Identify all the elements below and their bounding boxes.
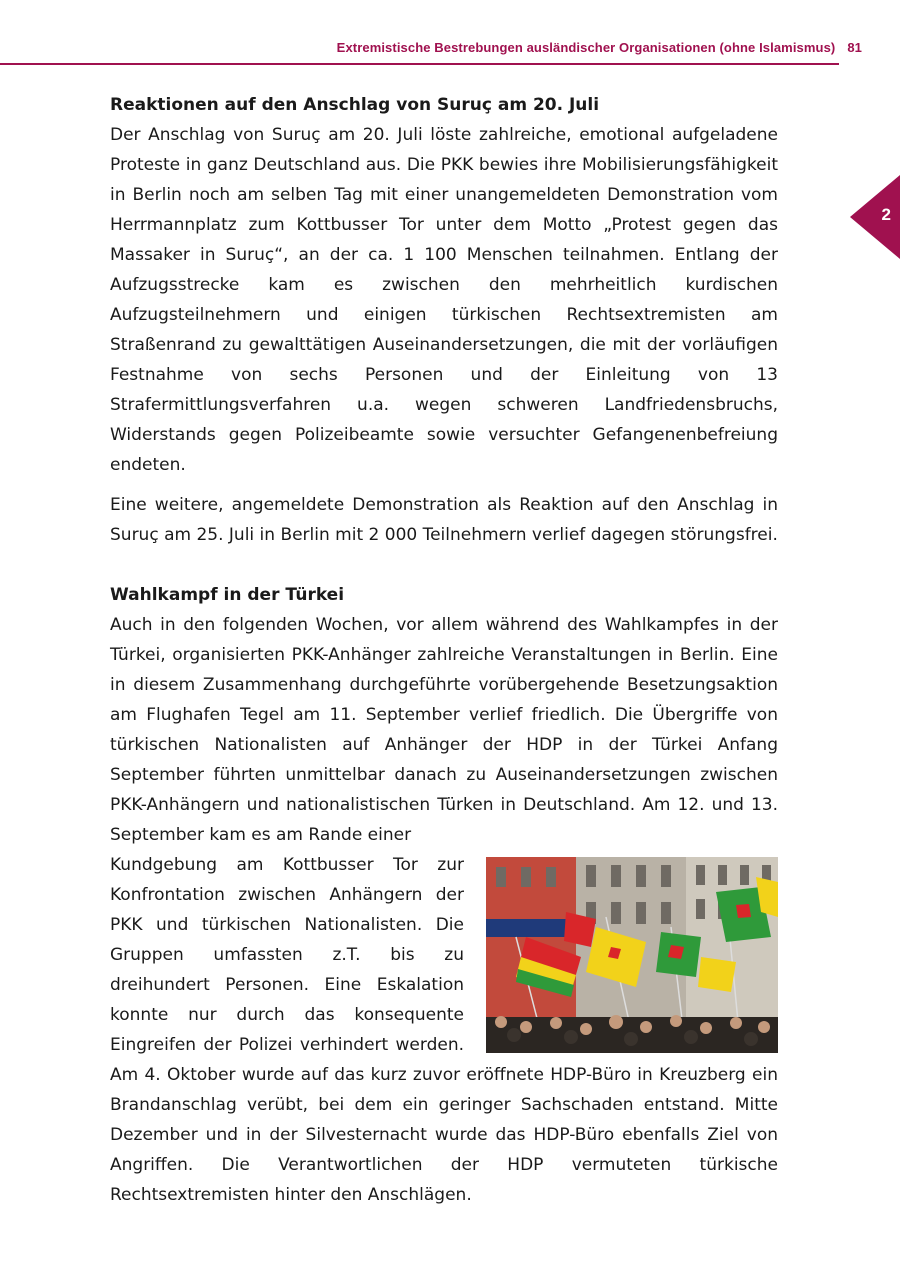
article-body bbox=[110, 90, 778, 1210]
header-rule bbox=[0, 63, 839, 65]
page-number: 81 bbox=[847, 40, 862, 55]
demonstration-photo bbox=[486, 857, 778, 1053]
paragraph-wahlkampf-2: Kundgebung am Kottbusser Tor zur Konfrontation zwischen Anhängern der PKK und türkischen Nationalisten. Die Gruppen umfassten z.T. bis zu dreihundert Personen. Eine Eskalation konnte nur durch das konsequente Eingreifen der Polizei verhindert werden. Am 4. Oktober wurde auf das kurz zuvor eröffnete HDP-Büro in Kreuzberg ein Brandanschlag verübt, bei dem ein geringer Sachschaden entstand. Mitte Dezember und in der Silvesternacht wurde das HDP-Büro ebenfalls Ziel von Angriffen. Die Verantwortlichen der HDP vermuteten türkische Rechtsextremisten hinter den Anschlägen. bbox=[110, 855, 778, 1205]
chapter-tab-label: 2 bbox=[881, 205, 891, 224]
running-header bbox=[0, 40, 862, 55]
section-heading-wahlkampf: Wahlkampf in der Türkei bbox=[110, 585, 345, 605]
paragraph-wahlkampf-1: Auch in den folgenden Wochen, vor allem während des Wahlkampfes in der Türkei, organisierten PKK-Anhänger zahlreiche Veranstaltungen in Berlin. Eine in diesem Zusammenhang durchgeführte vorübergehende Besetzungsaktion am Flughafen Tegel am 11. September verlief friedlich. Die Übergriffe von türkischen Nationalisten auf Anhänger der HDP in der Türkei Anfang September führten unmittelbar danach zu Auseinandersetzungen zwischen PKK-Anhängern und nationalistischen Türken in Deutschland. Am 12. und 13. September kam es am Rande einer bbox=[110, 615, 778, 845]
header-title: Extremistische Bestrebungen ausländischer Organisationen (ohne Islamismus) bbox=[336, 40, 836, 55]
demonstration-photo-icon bbox=[486, 857, 778, 1053]
section-heading-suruc: Reaktionen auf den Anschlag von Suruç am 20. Juli bbox=[110, 95, 600, 115]
paragraph-suruc-1: Der Anschlag von Suruç am 20. Juli löste zahlreiche, emotional aufgeladene Proteste in ganz Deutschland aus. Die PKK bewies ihre Mobilisierungsfähigkeit in Berlin noch am selben Tag mit einer unangemeldeten Demonstration vom Herrmannplatz zum Kottbusser Tor unter dem Motto „Protest gegen das Massaker in Suruç“, an der ca. 1 100 Menschen teilnahmen. Entlang der Aufzugsstrecke kam es zwischen den mehrheitlich kurdischen Aufzugsteilnehmern und einigen türkischen Rechtsextremisten am Straßenrand zu gewalttätigen Auseinandersetzungen, die mit der vorläufigen Festnahme von sechs Personen und der Einleitung von 13 Strafermittlungsverfahren u.a. wegen schweren Landfriedensbruchs, Widerstands gegen Polizeibeamte sowie versuchter Gefangenenbefreiung endeten. bbox=[110, 125, 778, 475]
chapter-tab bbox=[850, 175, 900, 259]
chapter-tab-triangle-icon bbox=[850, 175, 900, 259]
paragraph-suruc-2: Eine weitere, angemeldete Demonstration als Reaktion auf den Anschlag in Suruç am 25. Juli in Berlin mit 2 000 Teilnehmern verlief dagegen störungsfrei. bbox=[110, 495, 778, 545]
